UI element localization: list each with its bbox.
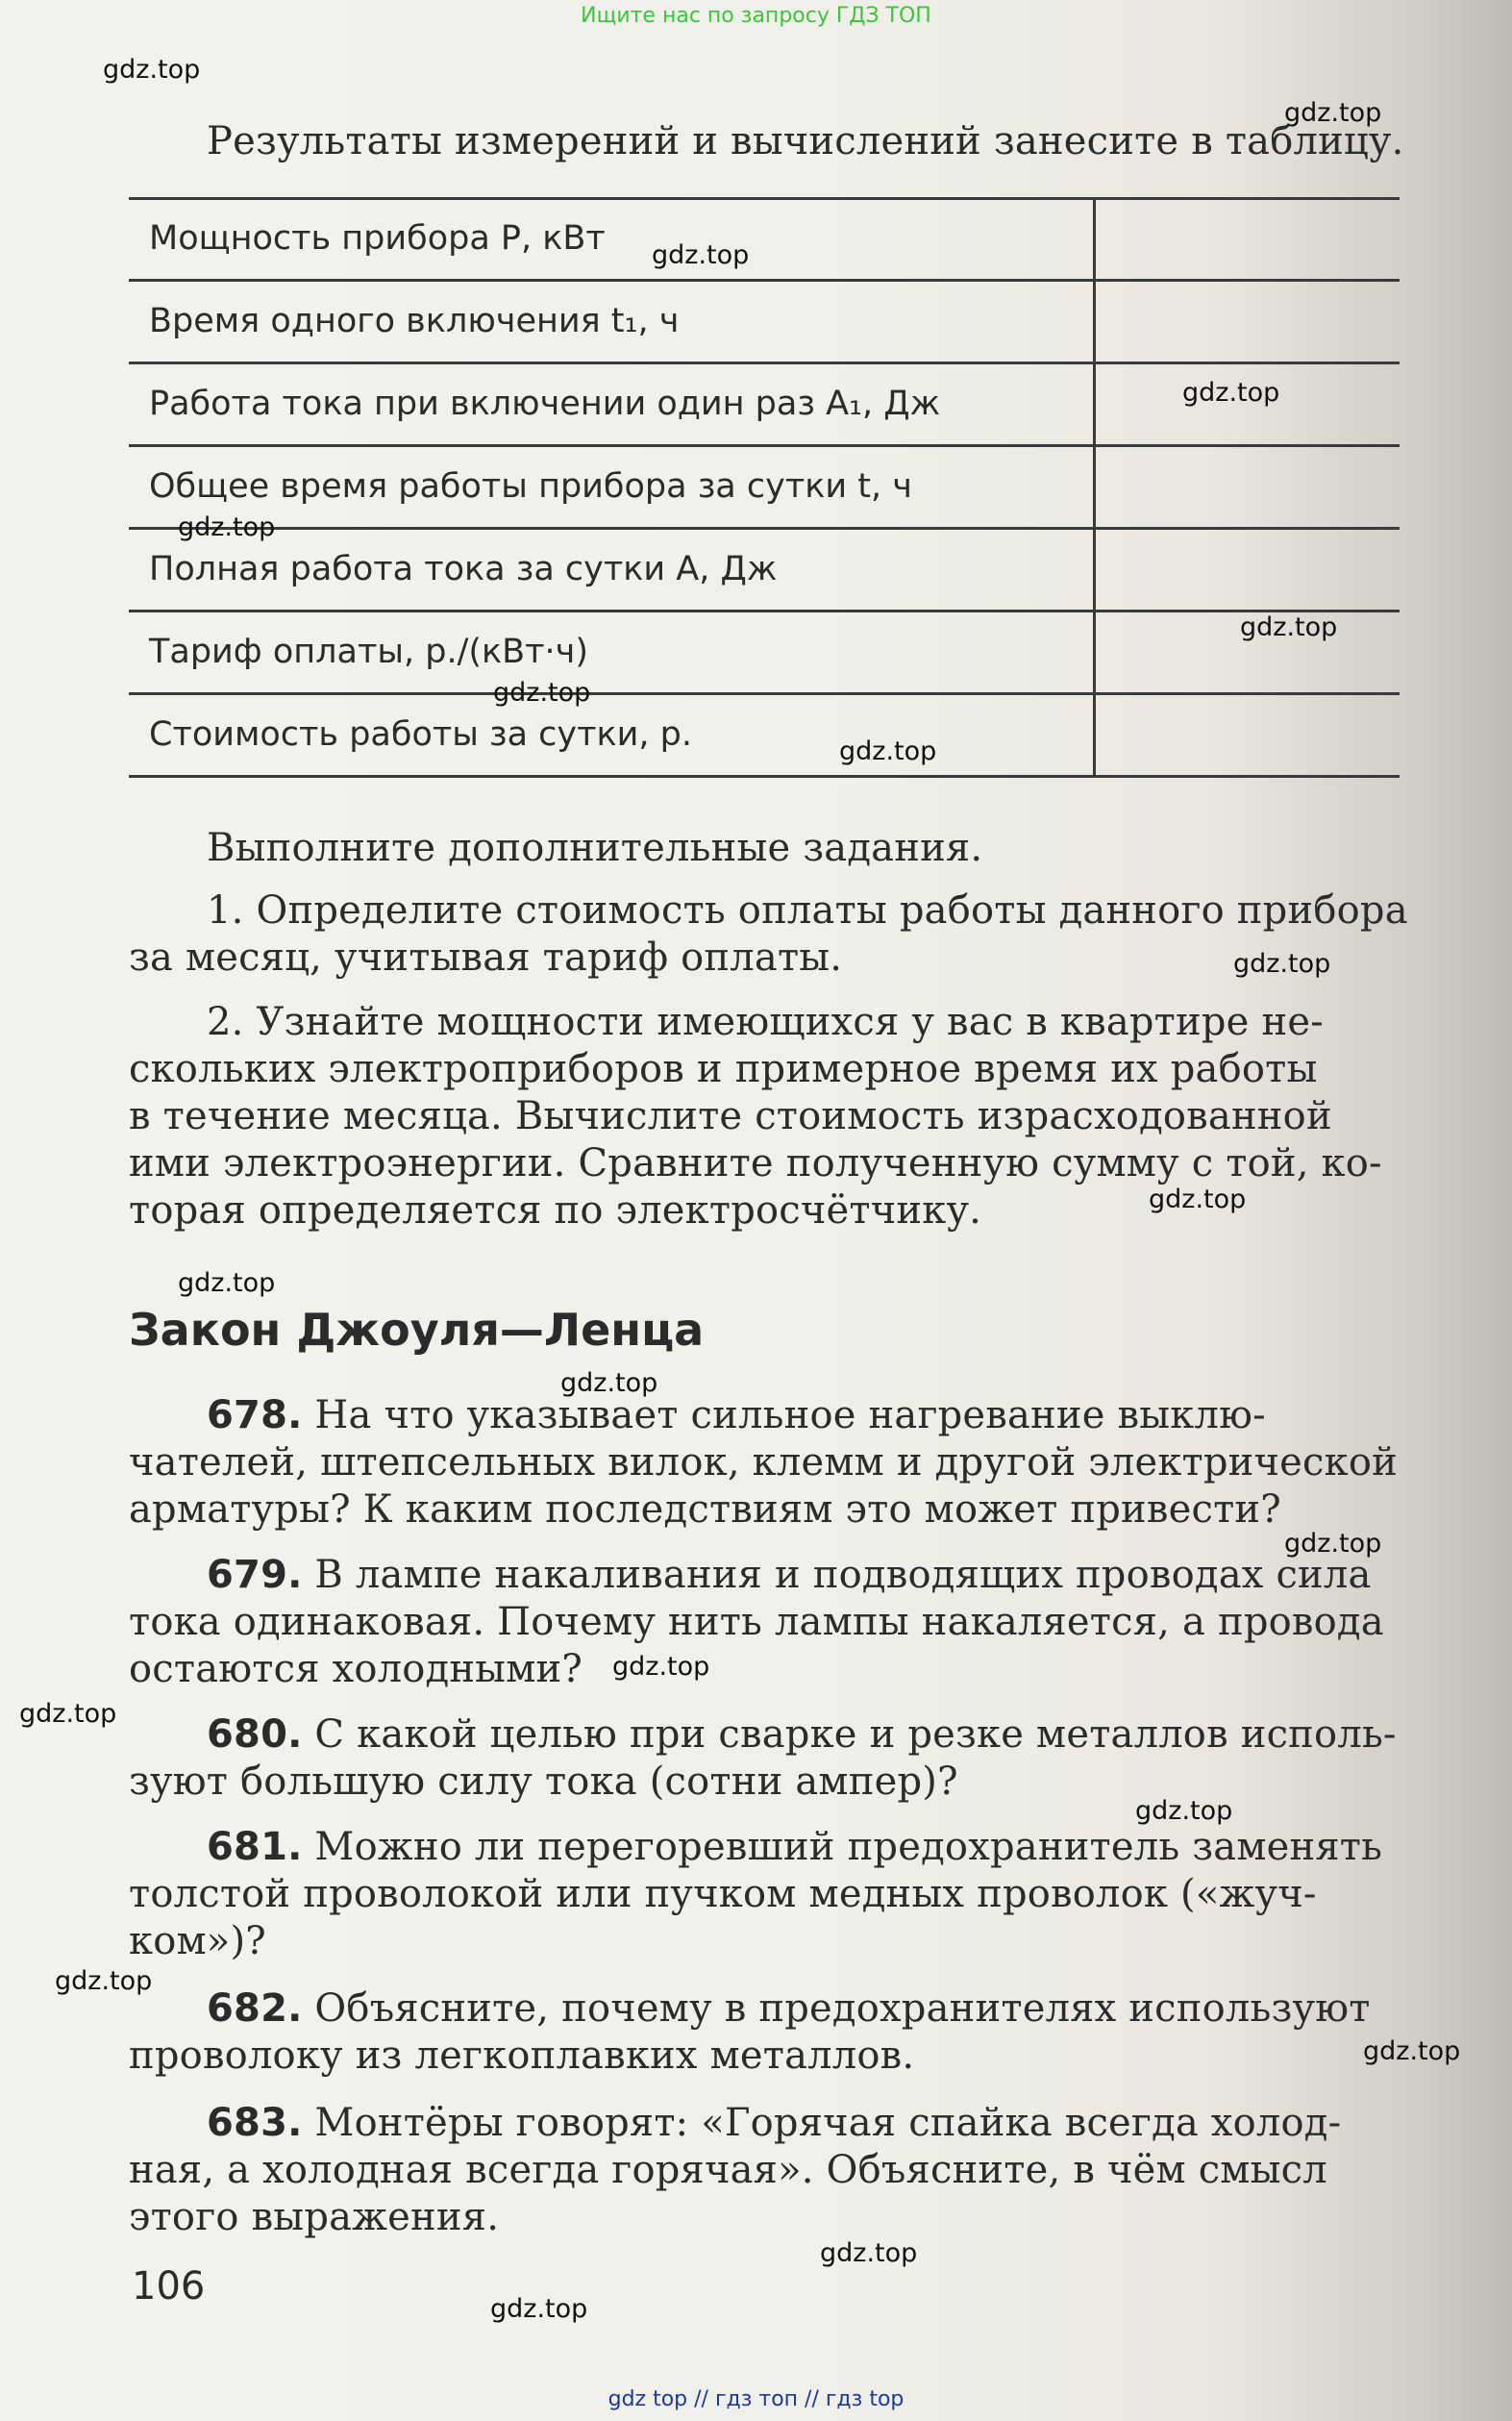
watermark: gdz.top: [839, 736, 937, 766]
watermark: gdz.top: [490, 2294, 588, 2324]
table-border: [129, 527, 1400, 530]
watermark: gdz.top: [1149, 1185, 1247, 1214]
problem-text: Монтёры говорят: «Горячая спайка всегда холод-: [314, 2101, 1342, 2145]
problem-682-line: проволоку из легкоплавких металлов.: [129, 2034, 915, 2078]
problem-number: 681.: [207, 1825, 303, 1869]
intro-text: Результаты измерений и вычислений занесите в таблицу.: [207, 119, 1404, 163]
task-2-line: 2. Узнайте мощности имеющихся у вас в квартире не-: [207, 1000, 1324, 1044]
table-border: [129, 279, 1400, 282]
table-border: [129, 610, 1400, 612]
table-border: [129, 197, 1400, 200]
problem-683-line: этого выражения.: [129, 2195, 500, 2239]
watermark: gdz.top: [1233, 949, 1331, 979]
watermark: gdz.top: [19, 1699, 117, 1729]
problem-681: [207, 1825, 1382, 1869]
table-row-single-work: Работа тока при включении один раз A₁, Дж: [149, 385, 941, 423]
watermark: gdz.top: [612, 1652, 710, 1682]
problem-text: В лампе накаливания и подводящих проводах сила: [314, 1553, 1372, 1597]
watermark: gdz.top: [1135, 1796, 1233, 1826]
table-border: [129, 444, 1400, 447]
problem-678: [207, 1393, 1266, 1437]
section-heading: Закон Джоуля—Ленца: [129, 1304, 705, 1356]
watermark: gdz.top: [560, 1368, 658, 1398]
problem-682: [207, 1986, 1371, 2031]
watermark: gdz.top: [652, 240, 750, 270]
watermark: gdz.top: [1363, 2036, 1461, 2066]
watermark: gdz.top: [178, 1268, 276, 1298]
watermark: gdz.top: [1284, 98, 1382, 128]
problem-679-line: остаются холодными?: [129, 1647, 583, 1691]
table-row-tariff: Тариф оплаты, р./(кВт·ч): [149, 633, 589, 671]
problem-683-line: ная, а холодная всегда горячая». Объясните, в чём смысл: [129, 2148, 1327, 2192]
table-row-daily-time: Общее время работы прибора за сутки t, ч: [149, 467, 912, 506]
problem-text: Можно ли перегоревший предохранитель заменять: [314, 1825, 1383, 1869]
problem-680-line: зуют большую силу тока (сотни ампер)?: [129, 1760, 958, 1804]
table-row-power: Мощность прибора P, кВт: [149, 219, 606, 258]
watermark: gdz.top: [820, 2238, 918, 2268]
task-2-line: скольких электроприборов и примерное время их работы: [129, 1047, 1318, 1091]
top-banner[interactable]: Ищите нас по запросу ГДЗ ТОП: [581, 4, 931, 28]
table-column-divider: [1093, 197, 1096, 778]
watermark: gdz.top: [1240, 612, 1338, 642]
problem-text: С какой целью при сварке и резке металлов исполь-: [314, 1712, 1397, 1757]
task-2-line: ими электроэнергии. Сравните полученную сумму с той, ко-: [129, 1141, 1382, 1186]
bottom-banner[interactable]: gdz top // гдз топ // гдз top: [607, 2387, 905, 2411]
table-row-daily-cost: Стоимость работы за сутки, р.: [149, 715, 693, 754]
watermark: gdz.top: [178, 512, 276, 542]
watermark: gdz.top: [1284, 1529, 1382, 1559]
problem-number: 679.: [207, 1553, 303, 1597]
problem-number: 682.: [207, 1986, 303, 2031]
problem-679-line: тока одинаковая. Почему нить лампы накаляется, а провода: [129, 1600, 1384, 1644]
page-number: 106: [132, 2264, 206, 2309]
problem-678-line: арматуры? К каким последствиям это может привести?: [129, 1487, 1281, 1532]
table-row-daily-work: Полная работа тока за сутки A, Дж: [149, 550, 778, 588]
task-2-line: торая определяется по электросчётчику.: [129, 1188, 982, 1233]
table-border: [129, 775, 1400, 778]
problem-text: Объясните, почему в предохранителях используют: [314, 1986, 1371, 2031]
watermark: gdz.top: [493, 678, 591, 708]
task-1-line: 1. Определите стоимость оплаты работы данного прибора: [207, 888, 1408, 933]
watermark: gdz.top: [55, 1966, 153, 1996]
problem-number: 683.: [207, 2101, 303, 2145]
additional-tasks-title: Выполните дополнительные задания.: [207, 826, 983, 870]
watermark: gdz.top: [103, 55, 201, 85]
problem-679: [207, 1553, 1372, 1597]
table-row-single-time: Время одного включения t₁, ч: [149, 302, 680, 340]
problem-681-line: ком»)?: [129, 1919, 266, 1963]
problem-680: [207, 1712, 1397, 1757]
problem-number: 678.: [207, 1393, 303, 1437]
task-1-line: за месяц, учитывая тариф оплаты.: [129, 936, 843, 980]
table-border: [129, 692, 1400, 695]
problem-number: 680.: [207, 1712, 303, 1757]
problem-678-line: чателей, штепсельных вилок, клемм и другой электрической: [129, 1440, 1398, 1485]
problem-683: [207, 2101, 1341, 2145]
watermark: gdz.top: [1182, 378, 1280, 408]
problem-text: На что указывает сильное нагревание выклю-: [314, 1393, 1266, 1437]
task-2-line: в течение месяца. Вычислите стоимость израсходованной: [129, 1094, 1332, 1138]
problem-681-line: толстой проволокой или пучком медных проволок («жуч-: [129, 1872, 1317, 1916]
table-border: [129, 362, 1400, 364]
